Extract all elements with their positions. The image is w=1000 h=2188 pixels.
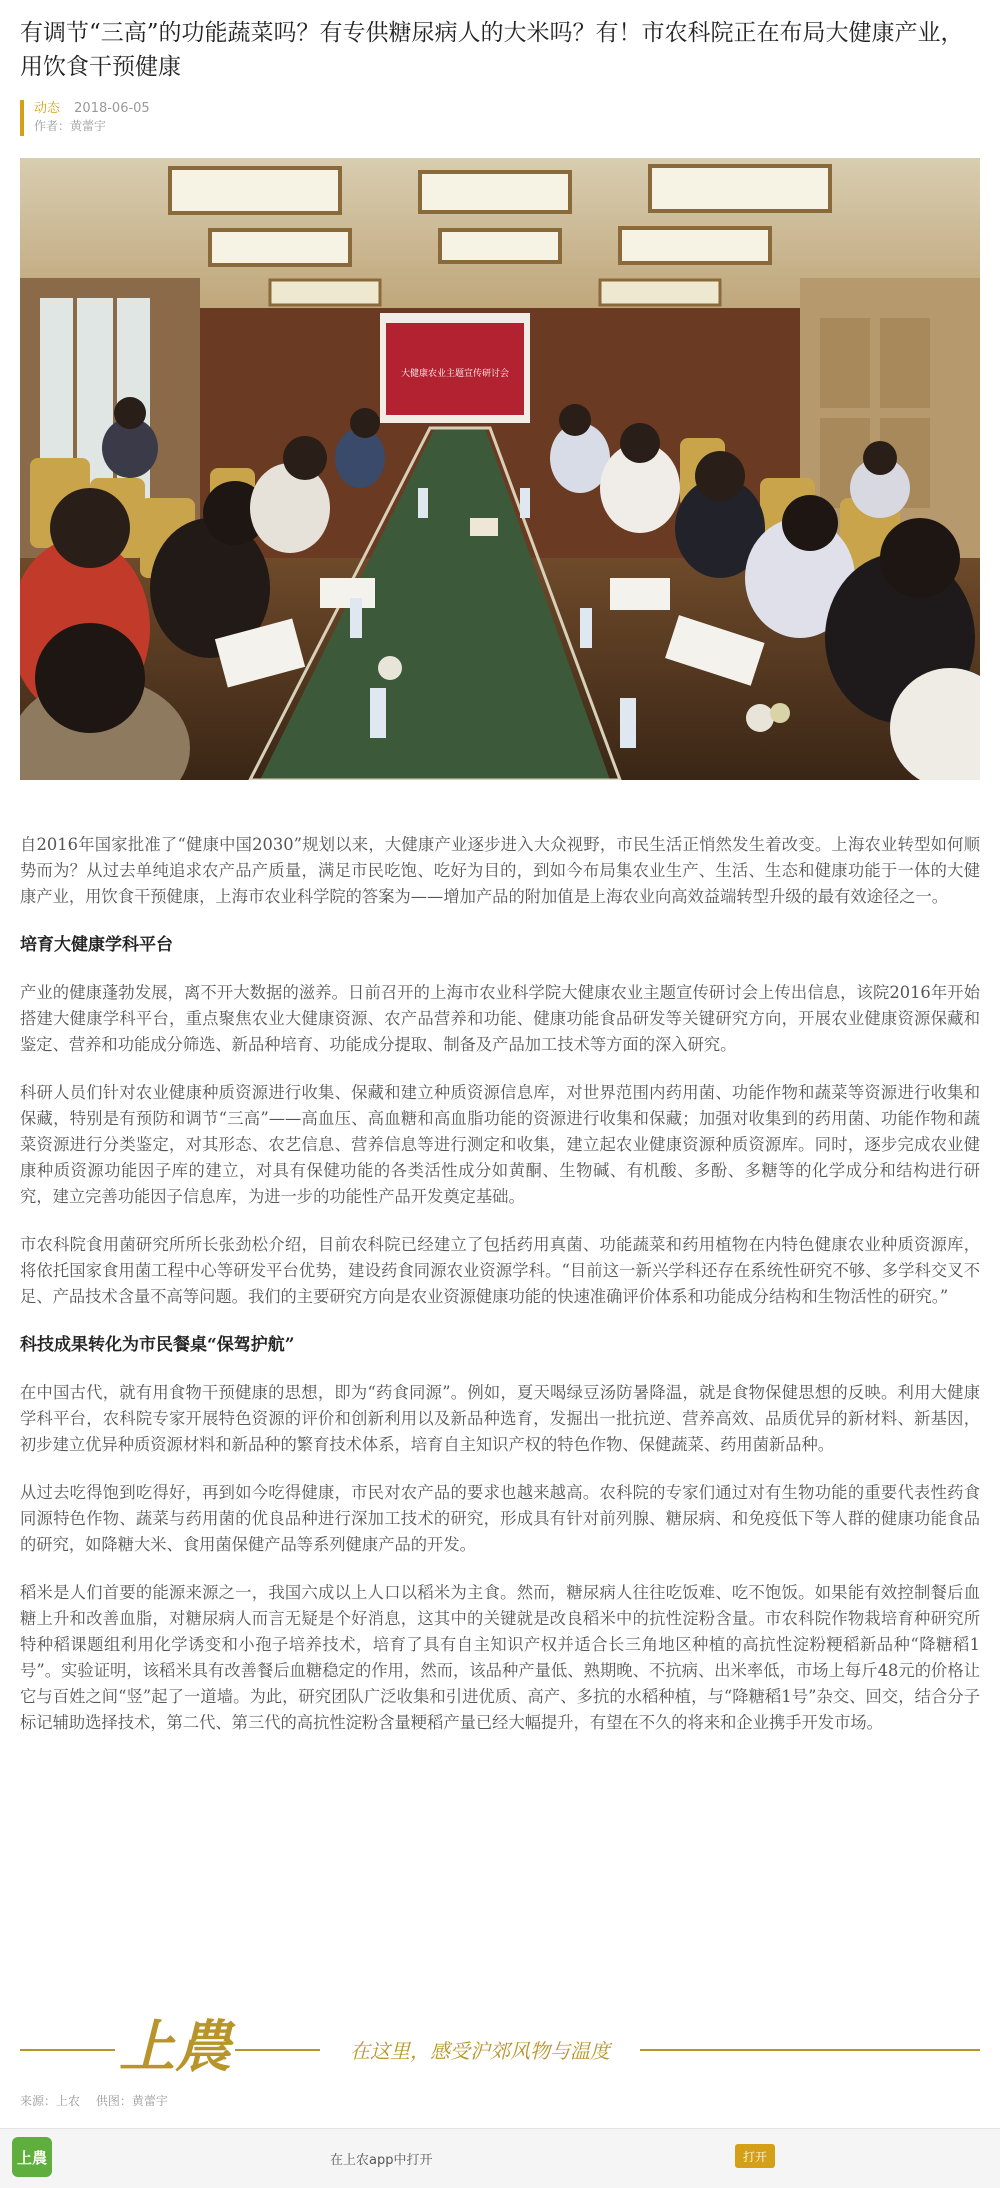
brand-banner	[20, 1998, 980, 2088]
credits	[20, 2092, 180, 2109]
paragraph: 稻米是人们首要的能源来源之一，我国六成以上人口以稻米为主食。然而，糖尿病人往往吃饭难、吃不饱饭。如果能有效控制餐后血糖上升和改善血脂，对糖尿病人而言无疑是个好消息，这其中的关键就是改良稻米中的抗性淀粉含量。市农科院作物栽培育种研究所特种稻课题组利用化学诱变和小孢子培养技术，培育了具有自主知识产权并适合长三角地区种植的高抗性淀粉粳稻新品种“降糖稻1号”。实验证明，该稻米具有改善餐后血糖稳定的作用，然而，该品种产量低、熟期晚、不抗病、出米率低，市场上每斤48元的价格让它与百姓之间“竖”起了一道墙。为此，研究团队广泛收集和引进优质、高产、多抗的水稻种植，与“降糖稻1号”杂交、回交，结合分子标记辅助选择技术，第二代、第三代的高抗性淀粉含量粳稻产量已经大幅提升，有望在不久的将来和企业携手开发市场。	[20, 1583, 980, 1732]
screen-text: 大健康农业主题宣传研讨会	[400, 369, 510, 379]
article-photo	[20, 158, 980, 780]
article-meta	[20, 100, 980, 136]
section-heading: 培育大健康学科平台	[20, 935, 173, 955]
open-in-app-text: 在上农app中打开	[330, 2153, 433, 2168]
author-line: 作者：黄蕾宇	[34, 119, 107, 133]
meeting-room-photo	[20, 158, 980, 780]
brand-logo: 上農	[119, 2014, 231, 2080]
photo-credit: 供图：黄蕾宇	[95, 2094, 168, 2108]
source-credit: 来源：上农	[20, 2094, 81, 2108]
publish-date: 2018-06-05	[74, 101, 150, 116]
brand-slogan: 在这里，感受沪郊风物与温度	[350, 2039, 610, 2063]
category-label[interactable]: 动态	[34, 101, 61, 116]
article-title: 有调节“三高”的功能蔬菜吗？有专供糖尿病人的大米吗？有！市农科院正在布局大健康产业，用饮食干预健康	[20, 20, 964, 80]
paragraph: 自2016年国家批准了“健康中国2030”规划以来，大健康产业逐步进入大众视野，市民生活正悄然发生着改变。上海农业转型如何顺势而为？从过去单纯追求农产品产质量，满足市民吃饱、吃好为目的，到如今布局集农业生产、生活、生态和健康功能于一体的大健康产业，用饮食干预健康，上海市农业科学院的答案为——增加产品的附加值是上海农业向高效益端转型升级的最有效途径之一。	[20, 835, 980, 906]
paragraph: 在中国古代，就有用食物干预健康的思想，即为“药食同源”。例如，夏天喝绿豆汤防暑降温，就是食物保健思想的反映。利用大健康学科平台，农科院专家开展特色资源的评价和创新利用以及新品种选育，发掘出一批抗逆、营养高效、品质优异的新材料、新基因，初步建立优异种质资源材料和新品种的繁育技术体系，培育自主知识产权的特色作物、保健蔬菜、药用菌新品种。	[20, 1383, 980, 1454]
paragraph: 市农科院食用菌研究所所长张劲松介绍，目前农科院已经建立了包括药用真菌、功能蔬菜和药用植物在内特色健康农业种质资源库，将依托国家食用菌工程中心等研发平台优势，建设药食同源农业资源学科。“目前这一新兴学科还存在系统性研究不够、多学科交叉不足、产品技术含量不高等问题。我们的主要研究方向是农业资源健康功能的快速准确评价体系和功能成分结构和生物活性的研究。”	[20, 1235, 980, 1306]
article	[20, 0, 980, 2108]
open-in-app-bar	[0, 2128, 1000, 2188]
paragraph: 从过去吃得饱到吃得好，再到如今吃得健康，市民对农产品的要求也越来越高。农科院的专家们通过对有生物功能的重要代表性药食同源特色作物、蔬菜与药用菌的优良品种进行深加工技术的研究，形成具有针对前列腺、糖尿病、和免疫低下等人群的健康功能食品的研究，如降糖大米、食用菌保健产品等系列健康产品的开发。	[20, 1483, 980, 1554]
article-body	[20, 832, 980, 1758]
app-logo-icon: 上農	[12, 2137, 52, 2177]
open-app-button[interactable]: 打开	[735, 2144, 775, 2168]
paragraph: 科研人员们针对农业健康种质资源进行收集、保藏和建立种质资源信息库，对世界范围内药用菌、功能作物和蔬菜等资源进行收集和保藏，特别是有预防和调节“三高”——高血压、高血糖和高血脂功能的资源进行收集和保藏；加强对收集到的药用菌、功能作物和蔬菜资源进行分类鉴定，对其形态、农艺信息、营养信息等进行测定和收集，建立起农业健康资源种质资源库。同时，逐步完成农业健康种质资源功能因子库的建立，对具有保健功能的各类活性成分如黄酮、生物碱、有机酸、多酚、多糖等的化学成分和结构进行研究，建立完善功能因子信息库，为进一步的功能性产品开发奠定基础。	[20, 1083, 980, 1206]
paragraph: 产业的健康蓬勃发展，离不开大数据的滋养。日前召开的上海市农业科学院大健康农业主题宣传研讨会上传出信息，该院2016年开始搭建大健康学科平台，重点聚焦农业大健康资源、农产品营养和功能、健康功能食品研发等关键研究方向，开展农业健康资源保藏和鉴定、营养和功能成分筛选、新品种培育、功能成分提取、制备及产品加工技术等方面的深入研究。	[20, 983, 980, 1054]
section-heading: 科技成果转化为市民餐桌“保驾护航”	[20, 1335, 295, 1355]
